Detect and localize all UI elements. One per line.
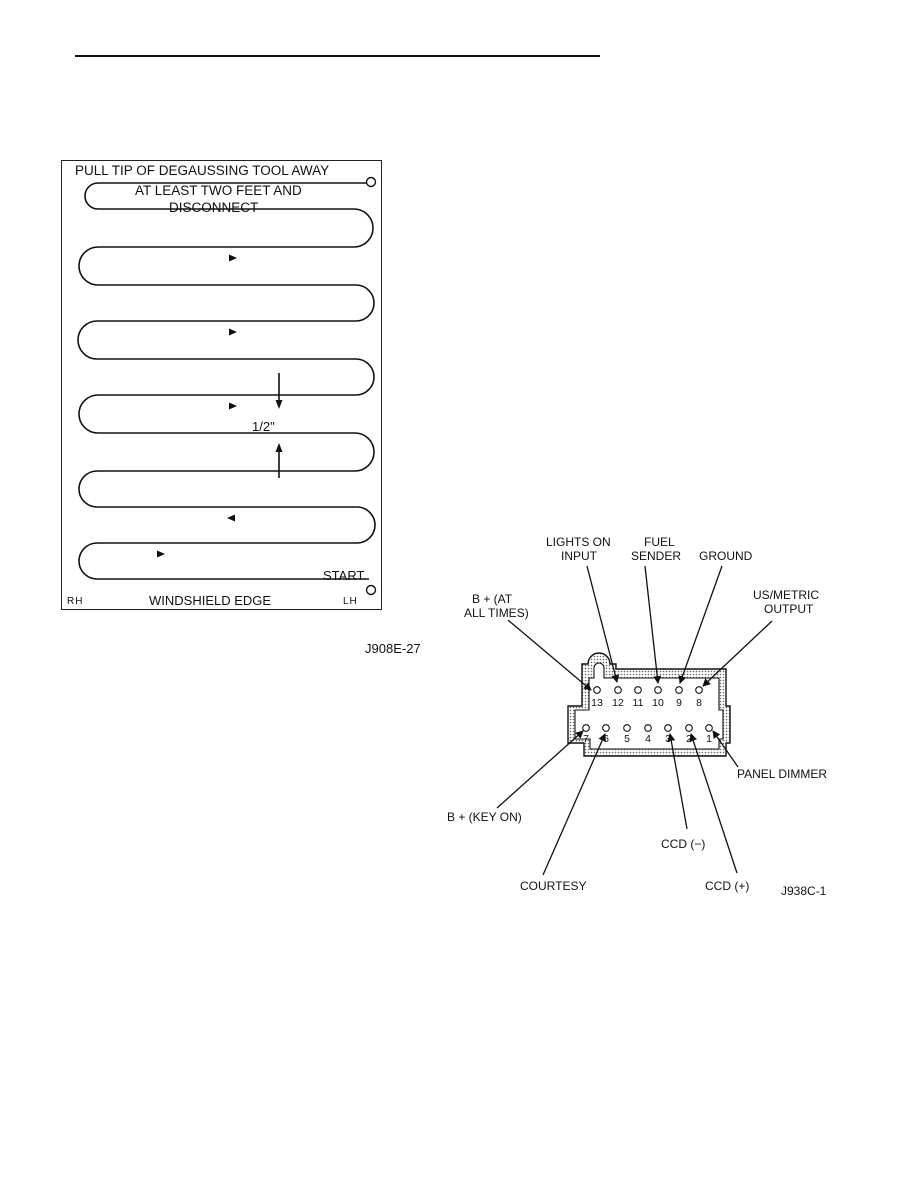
pin-5-label: 5 xyxy=(624,733,630,745)
pin-1-label: 1 xyxy=(706,733,712,745)
ccd-plus-label: CCD (+) xyxy=(705,879,750,893)
direction-arrow-icon xyxy=(229,403,237,410)
connector-figure xyxy=(440,520,860,920)
pin-3-label: 3 xyxy=(665,733,671,745)
end-terminal-icon xyxy=(367,178,376,187)
spacing-label: 1/2" xyxy=(252,419,275,434)
leader-ground xyxy=(680,566,722,683)
degaussing-figure xyxy=(61,160,382,610)
ccd-minus-label: CCD (−) xyxy=(661,837,706,851)
pin-7-icon xyxy=(583,725,590,732)
header-rule xyxy=(75,55,600,57)
start-label: START xyxy=(323,568,365,583)
pin-2-label: 2 xyxy=(686,733,692,745)
lights-on-label-line2: INPUT xyxy=(561,549,597,563)
pin-8-label: 8 xyxy=(696,697,702,709)
pin-3-icon xyxy=(665,725,672,732)
degauss-figure-id: J908E-27 xyxy=(365,641,421,656)
dimension-arrow-down-icon xyxy=(276,400,283,409)
bplus-key-on-label: B + (KEY ON) xyxy=(447,810,522,824)
leader-bplus-at-all-times xyxy=(508,620,591,690)
pin-13-icon xyxy=(594,687,601,694)
pin-8-icon xyxy=(696,687,703,694)
windshield-edge-label: WINDSHIELD EDGE xyxy=(149,593,272,608)
pin-4-icon xyxy=(645,725,652,732)
pin-12-icon xyxy=(615,687,622,694)
pin-11-icon xyxy=(635,687,642,694)
pin-6-label: 6 xyxy=(603,733,609,745)
pin-5-icon xyxy=(624,725,631,732)
degauss-title-line2: AT LEAST TWO FEET AND xyxy=(135,183,302,198)
direction-arrow-icon xyxy=(229,255,237,262)
pin-1-icon xyxy=(706,725,713,732)
pin-10-label: 10 xyxy=(652,697,664,709)
pin-4-label: 4 xyxy=(645,733,651,745)
bplus-at-all-times-label-line2: ALL TIMES) xyxy=(464,606,529,620)
pin-7-label: 7 xyxy=(583,733,589,745)
degaussing-path xyxy=(78,183,375,579)
pin-11-label: 11 xyxy=(632,697,644,709)
leader-courtesy xyxy=(543,734,605,875)
direction-arrow-icon xyxy=(227,515,235,522)
connector-svg xyxy=(440,520,860,920)
pin-9-icon xyxy=(676,687,683,694)
pin-10-icon xyxy=(655,687,662,694)
degauss-title-line3: DISCONNECT xyxy=(169,200,259,215)
pin-9-label: 9 xyxy=(676,697,682,709)
lh-side-label: LH xyxy=(343,596,358,607)
leader-bplus-key-on xyxy=(497,731,583,808)
start-terminal-icon xyxy=(367,586,376,595)
connector-figure-id: J938C-1 xyxy=(781,884,827,898)
fuel-sender-label-line1: FUEL xyxy=(644,535,675,549)
direction-arrow-icon xyxy=(157,551,165,558)
pin-12-label: 12 xyxy=(612,697,624,709)
leader-fuel-sender xyxy=(645,566,658,683)
degaussing-pattern-svg xyxy=(61,160,382,610)
direction-arrow-icon xyxy=(229,329,237,336)
degauss-title-line1: PULL TIP OF DEGAUSSING TOOL AWAY xyxy=(75,163,330,178)
rh-side-label: RH xyxy=(67,596,84,607)
pin-6-icon xyxy=(603,725,610,732)
ground-label: GROUND xyxy=(699,549,753,563)
bplus-at-all-times-label-line1: B + (AT xyxy=(472,592,513,606)
courtesy-label: COURTESY xyxy=(520,879,587,893)
us-metric-label-line1: US/METRIC xyxy=(753,588,819,602)
panel-dimmer-label: PANEL DIMMER xyxy=(737,767,828,781)
leader-us-metric xyxy=(703,621,772,686)
dimension-arrow-up-icon xyxy=(276,443,283,452)
pin-2-icon xyxy=(686,725,693,732)
us-metric-label-line2: OUTPUT xyxy=(764,602,814,616)
pin-13-label: 13 xyxy=(591,697,603,709)
fuel-sender-label-line2: SENDER xyxy=(631,549,682,563)
lights-on-label-line1: LIGHTS ON xyxy=(546,535,611,549)
